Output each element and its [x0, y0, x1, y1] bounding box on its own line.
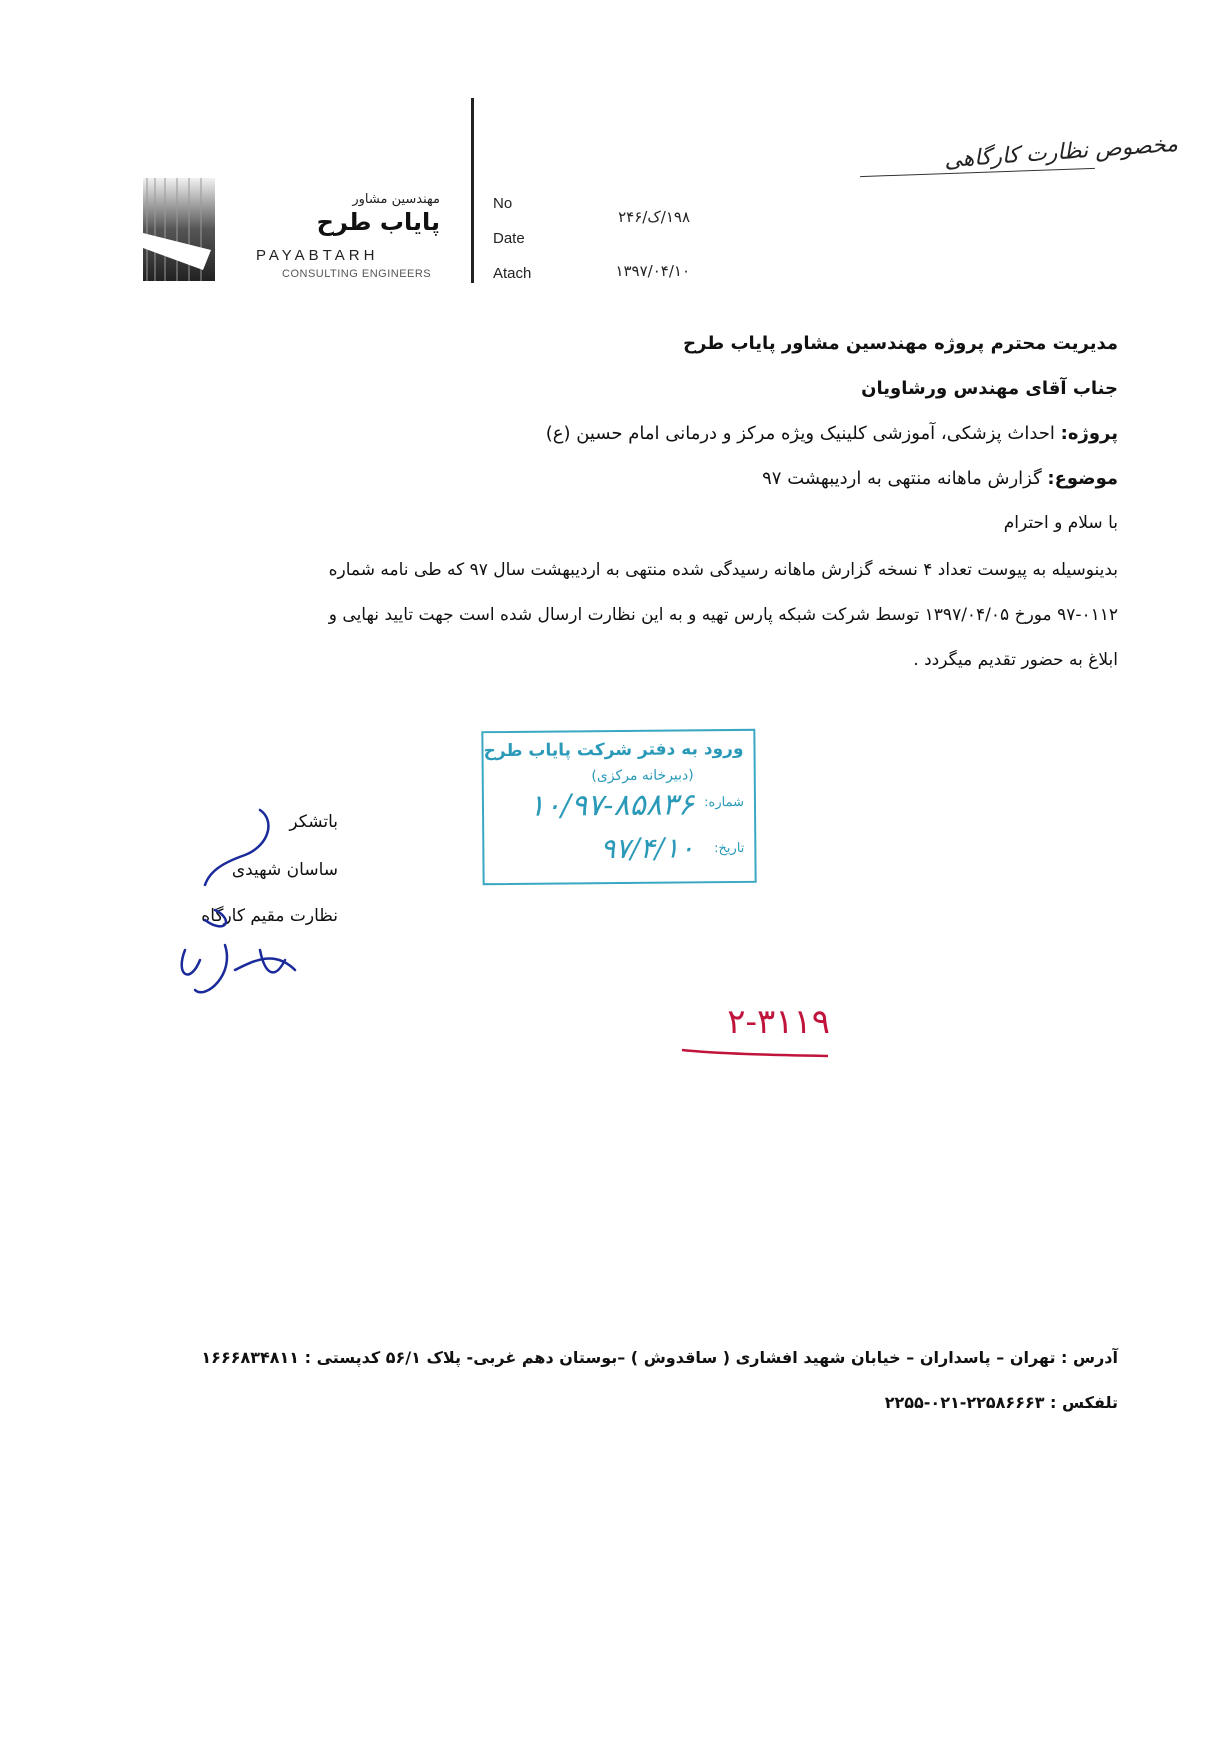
logo-en-name: PAYABTARH — [256, 247, 379, 264]
no-value: ۱۹۸/ک/۲۴۶ — [618, 208, 690, 226]
stamp-date-value: ۹۷/۴/۱۰ — [600, 831, 695, 866]
date-value: ۱۳۹۷/۰۴/۱۰ — [615, 262, 690, 280]
handwritten-note — [860, 131, 1190, 186]
stamp-date-label: تاریخ: — [714, 840, 745, 857]
no-label: No — [493, 195, 513, 212]
body-line-1: بدینوسیله به پیوست تعداد ۴ نسخه گزارش ماهانه رسیدگی شده منتهی به اردیبهشت سال ۹۷ که طی نامه شماره — [328, 560, 1118, 580]
subject-line — [118, 468, 1118, 489]
signature-name: ساسان شهیدی — [231, 860, 338, 880]
stamp-title: ورود به دفتر شرکت پایاب طرح — [483, 738, 744, 762]
header-divider — [471, 98, 474, 283]
handwritten-note-text: مخصوص نظارت کارگاهی — [943, 131, 1179, 174]
project-label: پروژه: — [1060, 423, 1118, 444]
signature-title: نظارت مقیم کارگاه — [201, 906, 338, 926]
reference-underline — [680, 1046, 830, 1058]
logo-icon — [143, 178, 215, 281]
signature-thanks: باتشکر — [289, 812, 338, 832]
signature-scribble-icon — [165, 800, 305, 1000]
footer-address: آدرس : تهران – پاسداران – خیابان شهید افشاری ( ساقدوش ) –بوستان دهم غربی- پلاک ۵۶/۱ کدپستی : ۱۶۶۶۸۳۴۸۱۱ — [201, 1348, 1118, 1367]
received-stamp — [481, 729, 756, 885]
stamp-number-label: شماره: — [704, 794, 745, 811]
date-label: Date — [493, 230, 525, 247]
project-value: احداث پزشکی، آموزشی کلینیک ویژه مرکز و درمانی امام حسین (ع) — [545, 423, 1055, 444]
subject-label: موضوع: — [1047, 468, 1118, 489]
footer-telfax: تلفکس : ۲۲۵۸۶۶۶۳-۰۲۱-۲۲۵۵ — [884, 1393, 1118, 1412]
greeting: با سلام و احترام — [1003, 513, 1118, 533]
logo-en-sub: CONSULTING ENGINEERS — [282, 268, 432, 280]
project-line — [118, 423, 1118, 444]
stamp-subtitle: (دبیرخانه مرکزی) — [591, 767, 694, 785]
logo-fa-small: مهندسین مشاور — [352, 192, 440, 207]
logo-fa-name: پایاب طرح — [316, 208, 440, 236]
reference-number: ۲-۳۱۱۹ — [727, 1002, 830, 1042]
body-line-2: ۹۷-۰۱۱۲ مورخ ۱۳۹۷/۰۴/۰۵ توسط شرکت شبکه پارس تهیه و به این نظارت ارسال شده است جهت تایید نهایی و — [328, 605, 1118, 625]
subject-value: گزارش ماهانه منتهی به اردیبهشت ۹۷ — [762, 468, 1042, 489]
recipient-line-2: جناب آقای مهندس ورشاویان — [861, 378, 1118, 399]
body-line-3: ابلاغ به حضور تقدیم میگردد . — [913, 650, 1118, 670]
stamp-number-value: ۱۰/۹۷-۸۵۸۳۶ — [528, 787, 695, 824]
recipient-line-1: مدیریت محترم پروژه مهندسین مشاور پایاب طرح — [683, 333, 1118, 354]
atach-label: Atach — [493, 265, 532, 282]
